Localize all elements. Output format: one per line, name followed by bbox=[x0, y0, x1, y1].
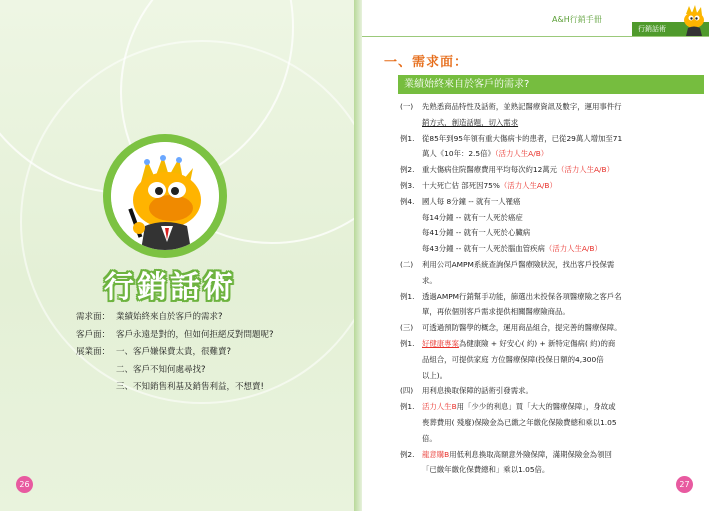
mascot-image bbox=[111, 142, 219, 250]
product-name: 活力人生B bbox=[422, 402, 457, 412]
right-page bbox=[362, 0, 709, 511]
item-text: 可透過預防醫學的概念，運用商品組合，提完善的醫療保障。 bbox=[422, 323, 622, 333]
item-marker: (三) bbox=[400, 323, 414, 333]
product-name: 好健康專案 bbox=[422, 338, 459, 348]
item-continuation: 以上)。 bbox=[422, 370, 448, 380]
item-marker: 例1. bbox=[400, 402, 415, 412]
qa-text: 業績始終來自於客戶的需求? bbox=[116, 312, 223, 322]
header-divider bbox=[362, 36, 709, 37]
item-marker: 例2. bbox=[400, 449, 415, 459]
list-item bbox=[400, 194, 702, 210]
qa-sub-row: 三、不知銷售利基及銷售利益，不想賣! bbox=[116, 382, 264, 392]
page-number: 27 bbox=[676, 476, 693, 493]
item-continuation: 求。 bbox=[422, 275, 437, 285]
list-item bbox=[400, 131, 702, 147]
item-text: 用低利息換取高額意外險保障，滿期保險金為領回 bbox=[449, 449, 612, 459]
item-text: 萬人《10年：2.5倍》 bbox=[422, 149, 495, 159]
qa-row bbox=[76, 327, 274, 345]
qa-row bbox=[76, 309, 274, 327]
item-marker: 例1. bbox=[400, 338, 415, 348]
product-tag: （活力人生A/B） bbox=[544, 244, 602, 254]
product-tag: （活力人生A/B） bbox=[494, 149, 549, 159]
item-continuation bbox=[400, 241, 702, 257]
item-marker: (一) bbox=[400, 102, 414, 111]
item-marker: 例4. bbox=[400, 196, 415, 206]
list-item bbox=[400, 399, 702, 415]
item-continuation: 倍。 bbox=[422, 433, 437, 443]
list-item bbox=[400, 289, 702, 305]
item-marker: (二) bbox=[400, 259, 414, 269]
item-marker: 例1. bbox=[400, 291, 415, 301]
page-title: 行銷話術 bbox=[104, 270, 236, 305]
item-continuation: 每14分鐘 -- 就有一人死於癌症 bbox=[422, 212, 523, 222]
list-item bbox=[400, 447, 702, 463]
item-continuation: 單，再依個別客戶需求提供相關醫療險商品。 bbox=[422, 307, 570, 317]
running-header: A&H行銷手冊 bbox=[552, 15, 602, 24]
qa-list bbox=[76, 309, 274, 397]
item-text: 國人每 8分鐘 -- 就有一人罹癌 bbox=[422, 196, 521, 206]
qa-label: 展業面： bbox=[76, 347, 111, 357]
left-page bbox=[0, 0, 354, 511]
item-text: 從85年到95年領有重大傷病卡的患者，已從29萬人增加至71 bbox=[422, 133, 623, 143]
qa-row bbox=[76, 344, 274, 362]
item-marker: 例1. bbox=[400, 133, 415, 143]
qa-text: 一、客戶嫌保費太貴，很難賣? bbox=[116, 347, 232, 357]
item-text: 用利息換取保障的話術引發需求。 bbox=[422, 386, 533, 396]
item-continuation: 每41分鐘 -- 就有一人死於心臟病 bbox=[422, 228, 531, 238]
mascot-icon bbox=[680, 4, 708, 36]
qa-text: 客戶永遠是對的，但如何拒絕反對問題呢? bbox=[116, 329, 274, 340]
item-continuation: 喪葬費用( 殘廢)保險金為已繳之年繳化保險費總和乘以1.05 bbox=[422, 417, 617, 427]
item-text: 用「少少的利息」買「大大的醫療保障」，身故或 bbox=[456, 402, 616, 412]
item-text: 利用公司AMPM系統查詢保戶醫療險狀況，找出客戶投保需 bbox=[422, 259, 615, 269]
qa-label: 客戶面： bbox=[76, 329, 111, 340]
item-text: 為健康險 + 好安心( 約) + 新特定傷病( 約)的商 bbox=[458, 338, 616, 348]
item-marker: 例2. bbox=[400, 165, 415, 175]
section-tab: 行銷話術 bbox=[632, 22, 709, 36]
content-body bbox=[400, 99, 702, 478]
qa-sub-row: 二、客戶不知何處尋找? bbox=[116, 364, 206, 375]
item-text: 先熟悉商品特性及話術，並熟記醫療資訊及數字，運用事件行 bbox=[422, 102, 622, 111]
list-item bbox=[400, 320, 702, 336]
item-text: 每43分鐘 -- 就有一人死於腦血管疾病 bbox=[422, 244, 545, 254]
qa-label: 需求面： bbox=[76, 312, 111, 322]
list-item bbox=[400, 178, 702, 194]
section-heading: 一、需求面： bbox=[384, 55, 469, 70]
mascot-illustration bbox=[111, 142, 219, 250]
list-item bbox=[400, 99, 702, 115]
item-text: 十大死亡估 部死因75% bbox=[422, 180, 500, 190]
item-continuation: 品組合，可提供家庭 方位醫療保障(投保日額的4,300倍 bbox=[422, 354, 604, 364]
book-spine bbox=[354, 0, 362, 511]
product-name: 龍意購B bbox=[422, 449, 450, 459]
list-item bbox=[400, 162, 702, 178]
item-continuation bbox=[400, 146, 702, 162]
item-text: 透過AMPM行銷幫手功能，篩選出未投保各項醫療險之客戶名 bbox=[422, 291, 622, 301]
item-continuation: 銷方式，創造話題，切入需求 bbox=[422, 117, 519, 127]
page-number: 26 bbox=[16, 476, 33, 493]
item-text: 重大傷病住院醫療費用平均每次約12萬元 bbox=[422, 165, 558, 175]
list-item bbox=[400, 383, 702, 399]
product-tag: （活力人生A/B） bbox=[557, 165, 615, 175]
list-item bbox=[400, 257, 702, 273]
section-banner: 業績始終來自於客戶的需求? bbox=[398, 75, 704, 94]
mascot-avatar bbox=[103, 134, 227, 258]
item-marker: (四) bbox=[400, 386, 414, 396]
item-continuation: 「已繳年繳化保費總和」乘以1.05倍。 bbox=[422, 465, 550, 475]
list-item bbox=[400, 336, 702, 352]
item-marker: 例3. bbox=[400, 180, 415, 190]
product-tag: （活力人生A/B） bbox=[499, 180, 557, 190]
